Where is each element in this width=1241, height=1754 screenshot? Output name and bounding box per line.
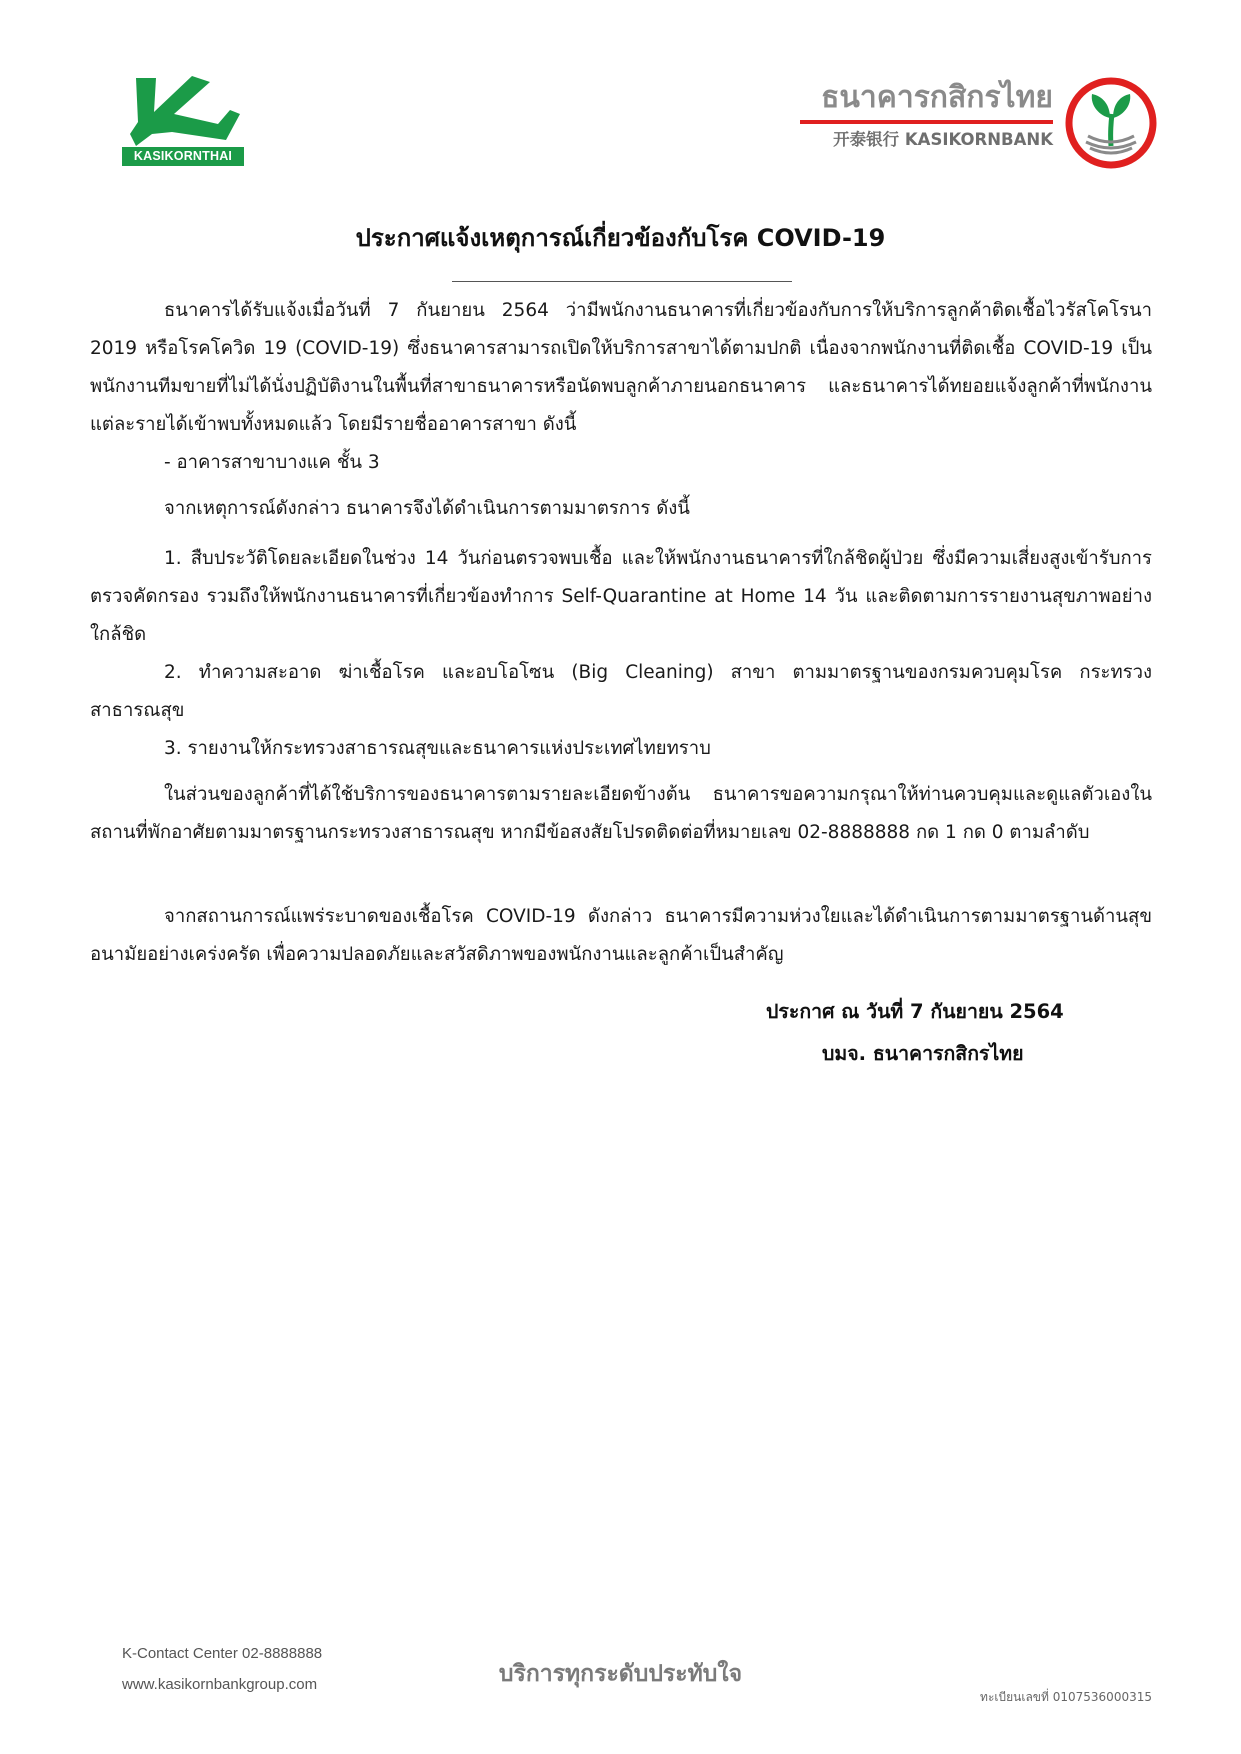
- bank-name-thai: ธนาคารกสิกรไทย: [821, 80, 1053, 115]
- website-link[interactable]: www.kasikornbankgroup.com: [122, 1676, 318, 1693]
- branch-list-item: - อาคารสาขาบางแค ชั้น 3: [164, 452, 380, 473]
- contact-center: K-Contact Center 02-8888888: [122, 1645, 323, 1662]
- paragraph-customer-advice: ในส่วนของลูกค้าที่ได้ใช้บริการของธนาคารตามรายละเอียดข้างต้น ธนาคารขอความกรุณาให้ท่านควบคุมและดูแลตัวเองในสถานที่พักอาศัยตามมาตรฐานกระทรวงสาธารณสุข หากมีข้อสงสัยโปรดติดต่อที่หมายเลข 02-8888888 กด 1 กด 0 ตามลำดับ: [90, 784, 1152, 843]
- kasikornthai-label: KASIKORNTHAI: [122, 147, 244, 166]
- kasikornthai-logo: [122, 74, 248, 170]
- issuing-organization: บมจ. ธนาคารกสิกรไทย: [822, 1042, 1024, 1065]
- bank-name-english: 开泰银行 KASIKORNBANK: [833, 130, 1053, 149]
- title-underline: [452, 281, 792, 282]
- paragraph-measures-intro: จากเหตุการณ์ดังกล่าว ธนาคารจึงได้ดำเนินการตามมาตรการ ดังนี้: [164, 498, 690, 519]
- paragraph-hygiene-statement: จากสถานการณ์แพร่ระบาดของเชื้อโรค COVID-19 ดังกล่าว ธนาคารมีความห่วงใยและได้ดำเนินการตามมาตรฐานด้านสุขอนามัยอย่างเคร่งครัด เพื่อความปลอดภัยและสวัสดิภาพของพนักงานและลูกค้าเป็นสำคัญ: [90, 906, 1152, 965]
- k-mark-icon: [122, 74, 248, 148]
- page-title: ประกาศแจ้งเหตุการณ์เกี่ยวข้องกับโรค COVID-19: [355, 224, 886, 252]
- paragraph-announcement: ธนาคารได้รับแจ้งเมื่อวันที่ 7 กันยายน 2564 ว่ามีพนักงานธนาคารที่เกี่ยวข้องกับการให้บริการลูกค้าติดเชื้อไวรัสโคโรนา 2019 หรือโรคโควิด 19 (COVID-19) ซึ่งธนาคารสามารถเปิดให้บริการสาขาได้ตามปกติ เนื่องจากพนักงานที่ติดเชื้อ COVID-19 เป็นพนักงานทีมขายที่ไม่ได้นั่งปฏิบัติงานในพื้นที่สาขาธนาคารหรือนัดพบลูกค้าภายนอกธนาคาร และธนาคารได้ทยอยแจ้งลูกค้าที่พนักงานแต่ละรายได้เข้าพบทั้งหมดแล้ว โดยมีรายชื่ออาคารสาขา ดังนี้: [90, 300, 1152, 435]
- bank-name-divider: [800, 120, 1053, 124]
- announcement-date: ประกาศ ณ วันที่ 7 กันยายน 2564: [766, 1000, 1064, 1023]
- bank-slogan: บริการทุกระดับประทับใจ: [498, 1661, 743, 1687]
- measure-item-2: 2. ทำความสะอาด ฆ่าเชื้อโรค และอบโอโซน (Big Cleaning) สาขา ตามมาตรฐานของกรมควบคุมโรค กระทรวงสาธารณสุข: [90, 662, 1152, 721]
- kbank-emblem-icon: [1064, 76, 1158, 170]
- measure-item-3: 3. รายงานให้กระทรวงสาธารณสุขและธนาคารแห่งประเทศไทยทราบ: [164, 738, 711, 759]
- registration-number: ทะเบียนเลขที่ 0107536000315: [980, 1690, 1152, 1704]
- measure-item-1: 1. สืบประวัติโดยละเอียดในช่วง 14 วันก่อนตรวจพบเชื้อ และให้พนักงานธนาคารที่ใกล้ชิดผู้ป่วย ซึ่งมีความเสี่ยงสูงเข้ารับการตรวจคัดกรอง รวมถึงให้พนักงานธนาคารที่เกี่ยวข้องทำการ Self-Quarantine at Home 14 วัน และติดตามการรายงานสุขภาพอย่างใกล้ชิด: [90, 548, 1152, 645]
